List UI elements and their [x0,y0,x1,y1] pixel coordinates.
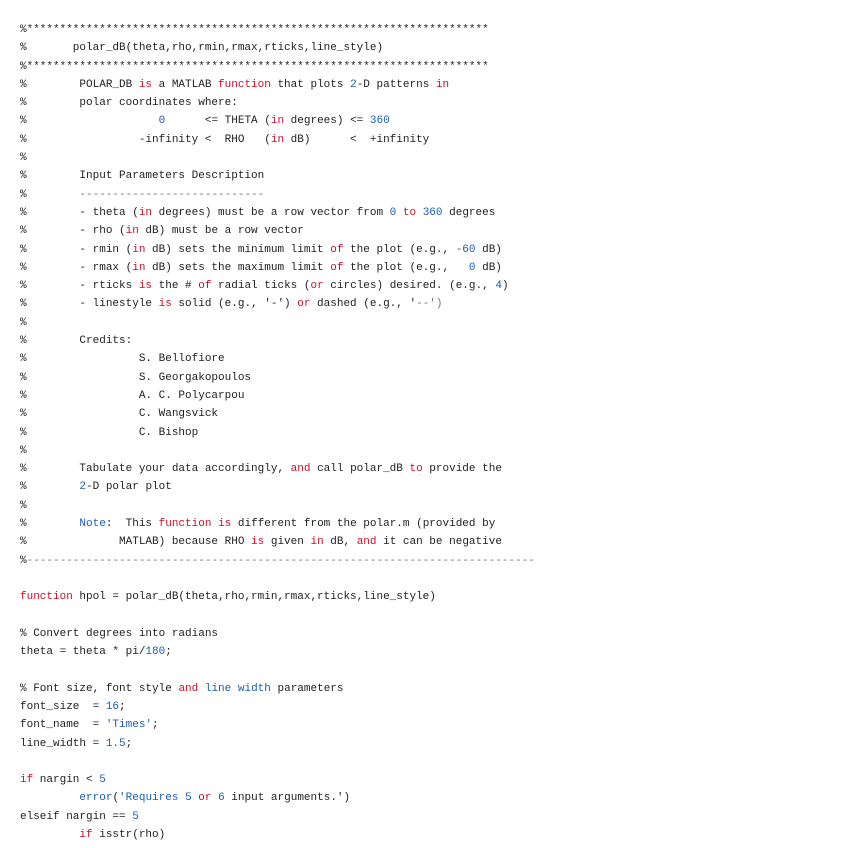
code-line [20,771,840,789]
code-token: 16 [105,700,120,713]
code-token [231,683,238,695]
code-line [20,607,840,625]
code-token: given [264,536,311,549]
code-token: call polar_dB [310,463,410,476]
code-line [20,21,840,39]
code-token: dB) [475,261,502,274]
code-line [20,277,840,295]
code-token: to [402,206,417,219]
code-token: parameters [270,682,344,695]
code-line [20,515,840,533]
code-token: or [297,298,311,311]
code-token: % - rmax ( [20,261,133,274]
code-token: in [270,115,285,128]
code-token: % - theta ( [20,206,139,219]
code-token: if [20,774,34,787]
code-token: of [198,280,212,293]
code-token: line [204,682,232,695]
code-token: to [409,463,423,476]
code-token: elseif nargin == [20,810,133,823]
code-line [20,680,840,698]
code-token: degrees [442,206,496,219]
code-token: : This [105,518,159,531]
code-token: ; [125,737,133,750]
code-token: %********************************************************************** [20,24,489,36]
code-line [20,442,840,460]
code-line [20,789,840,807]
code-line [20,460,840,478]
code-line [20,222,840,240]
code-token [396,207,403,219]
code-token: ; [119,700,126,713]
code-token: different from the polar.m (provided by [231,518,496,531]
code-line [20,716,840,734]
code-line [20,570,840,588]
code-editor [20,21,840,844]
code-line [20,350,840,368]
code-line [20,149,840,167]
code-line [20,94,840,112]
code-token: -D patterns [356,78,436,91]
code-token: function [20,591,73,604]
code-token: ----------------------------------------------------------------------------- [26,554,535,567]
code-token: is [218,518,232,531]
code-line [20,204,840,222]
code-token: ; [152,719,159,732]
code-token: % A. C. Polycarpou [20,389,245,402]
code-token: nargin < [33,774,100,787]
code-line [20,167,840,185]
code-token: a MATLAB [152,78,219,91]
code-line [20,241,840,259]
code-token: degrees) must be a row vector from [152,206,390,219]
code-line [20,808,840,826]
code-token: font_size = [20,700,106,713]
code-token: the # [152,280,199,293]
code-token: % polar coordinates where: [20,97,238,110]
code-token: % C. Wangsvick [20,408,219,421]
code-token: --') [416,298,443,311]
code-token: 5 [99,774,106,787]
code-token: line_width = [20,737,106,750]
code-token: degrees) <= [284,115,370,128]
code-token: in [270,133,285,146]
code-token: % Font size, font style [20,682,179,695]
code-token: in [435,78,450,91]
code-token: % Input Parameters Description [20,170,265,183]
code-line [20,112,840,130]
code-token: % [20,518,80,531]
code-token: % -infinity < RHO ( [20,133,271,146]
code-token: that plots [270,78,351,91]
code-token: and [356,536,377,549]
code-token: 2 [79,481,87,494]
code-token: % - linestyle [20,298,159,311]
code-line [20,369,840,387]
code-token: 360 [369,115,390,128]
code-line [20,259,840,277]
code-token: % [20,481,80,494]
code-token: % [20,499,27,512]
code-line [20,661,840,679]
code-token: hpol = polar_dB(theta,rho,rmin,rmax,rticks,line_style) [72,591,436,604]
code-token: % - rmin ( [20,243,133,256]
code-line [20,314,840,332]
code-line [20,588,840,606]
code-token: in [125,225,139,238]
code-token: % Convert degrees into radians [20,627,219,640]
code-token: provide the [422,463,502,476]
code-line [20,478,840,496]
code-token: is [158,298,172,311]
code-line [20,131,840,149]
code-token [20,792,79,804]
code-line [20,625,840,643]
code-token: %********************************************************************** [20,60,489,73]
code-token: ; [165,646,172,659]
code-token: is [138,280,153,293]
code-token: % [20,316,27,329]
code-token: % S. Georgakopoulos [20,371,252,384]
code-line [20,497,840,515]
code-token: ) [501,280,509,293]
code-token: 360 [422,206,443,219]
code-token: 180 [145,646,166,659]
code-token: isstr(rho) [92,829,166,842]
code-token: % MATLAB) because RHO [20,536,252,549]
code-token: dB, [323,536,357,549]
code-token: % polar_dB(theta,rho,rmin,rmax,rticks,line_style) [20,42,384,55]
code-token: ---------------------------- [79,188,265,201]
code-line [20,39,840,57]
code-token: 5 [132,810,139,823]
code-token: dB) must be a row vector [138,225,304,238]
code-token: in [132,261,146,274]
code-token [416,207,423,219]
code-token: font_name = [20,719,106,732]
code-token: function [158,518,212,531]
code-token: radial ticks ( [211,280,311,293]
code-token: the plot (e.g., [343,261,469,274]
code-token: and [178,682,199,695]
code-token: % S. Bellofiore [20,353,225,366]
code-token: circles) desired. (e.g., [323,280,496,293]
code-line [20,295,840,313]
code-line [20,405,840,423]
code-line [20,643,840,661]
code-token: in [310,536,324,549]
code-token: <= THETA ( [165,115,271,128]
code-token: % Credits: [20,335,133,348]
code-line [20,332,840,350]
code-token: % POLAR_DB [20,78,139,91]
code-token: % [20,152,27,165]
code-token: 'Times' [105,719,153,732]
code-token: 0 [468,261,476,274]
code-token: in [132,243,146,256]
code-token: solid (e.g., '-') [171,298,298,311]
code-token: % [20,554,27,567]
code-token: theta = theta * pi/ [20,646,146,659]
code-token: -D polar plot [86,481,172,494]
code-token: 4 [495,280,502,293]
code-token: -60 [455,243,476,256]
code-token: 'Requires [119,792,186,805]
code-token: dB) < +infinity [284,133,430,146]
code-token: the plot (e.g., [343,243,456,256]
code-token: 5 [185,792,192,805]
code-token: if [79,829,93,842]
code-line [20,826,840,844]
code-line [20,533,840,551]
code-token: % - rho ( [20,225,126,238]
code-token: 0 [389,206,397,219]
code-token: 0 [158,115,166,128]
code-token: dB) [475,243,502,256]
code-token: % [20,115,159,128]
code-token: it can be negative [376,536,502,549]
code-token [20,829,79,841]
code-token: Note [79,518,106,531]
code-token: is [138,78,153,91]
code-token: error [79,792,113,805]
code-token: or [310,280,324,293]
code-token: % Tabulate your data accordingly, [20,463,291,476]
code-token: dashed (e.g., ' [310,298,417,311]
code-token: and [290,463,311,476]
code-line [20,424,840,442]
code-line [20,58,840,76]
code-line [20,76,840,94]
code-token: input arguments.') [224,792,351,805]
code-line [20,552,840,570]
code-line [20,753,840,771]
code-line [20,735,840,753]
code-token: % [20,444,27,457]
code-token: function [218,78,271,91]
code-token: or [198,792,212,805]
code-token: % [20,188,80,201]
code-token: 6 [218,792,225,805]
code-token: 1.5 [105,737,126,750]
code-token: ( [112,792,120,805]
code-token: % C. Bishop [20,426,199,439]
code-token: dB) sets the maximum limit [145,261,331,274]
code-token: % - rticks [20,280,139,293]
code-token: 2 [350,78,357,91]
code-token: of [330,261,344,274]
code-line [20,698,840,716]
code-token: dB) sets the minimum limit [145,243,331,256]
code-token: in [138,206,153,219]
code-token: is [251,536,265,549]
code-token: width [237,682,271,695]
code-token: of [330,243,344,256]
code-line [20,186,840,204]
code-token [198,683,205,695]
code-line [20,387,840,405]
